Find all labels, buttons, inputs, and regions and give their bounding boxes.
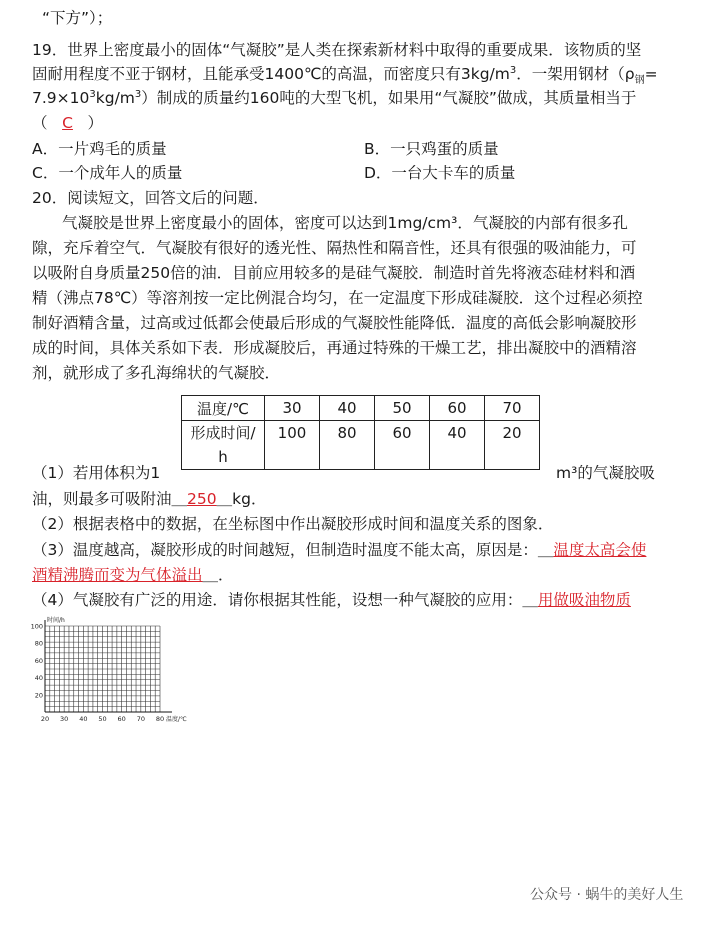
q19-option-a: A．一片鸡毛的质量 [32, 140, 167, 158]
table-cell: 30 [265, 396, 320, 421]
q20-passage-line: 隙，充斥着空气．气凝胶有很好的透光性、隔热性和隔音性，还具有很强的吸油能力，可 [32, 239, 637, 257]
table-cell: 50 [375, 396, 430, 421]
sub1-line2: 油，则最多可吸附油＿250＿kg． [32, 490, 267, 508]
table-cell: 80 [320, 421, 375, 470]
x-axis-label: 温度/℃ [166, 716, 187, 723]
table-cell: 60 [375, 421, 430, 470]
y-tick-label: 100 [30, 622, 43, 631]
table-header-temp: 温度/℃ [182, 396, 265, 421]
x-tick-label: 80 [155, 715, 165, 723]
q20-passage-line: 剂，就形成了多孔海绵状的气凝胶． [32, 364, 281, 382]
sub3-line2: 酒精沸腾而变为气体溢出＿． [32, 566, 234, 584]
y-tick-label: 60 [34, 656, 43, 665]
q20-intro: 20．阅读短文，回答文后的问题． [32, 189, 269, 207]
sub2-line: （2）根据表格中的数据，在坐标图中作出凝胶形成时间和温度关系的图象． [32, 515, 554, 533]
temperature-time-table [181, 395, 540, 470]
q19-option-d: D．一台大卡车的质量 [364, 164, 516, 182]
table-cell: 40 [430, 421, 485, 470]
x-tick-label: 20 [40, 715, 50, 723]
q19-option-b: B．一只鸡蛋的质量 [364, 140, 499, 158]
coordinate-grid-chart [28, 612, 228, 724]
sub1-answer: 250 [187, 490, 217, 508]
q20-passage-line: 以吸附自身质量250倍的油．目前应用较多的是硅气凝胶．制造时首先将液态硅材料和酒 [32, 264, 636, 282]
y-axis-label: 时间/h [47, 617, 65, 624]
q19-line1: 19．世界上密度最小的固体“气凝胶”是人类在探索新材料中取得的重要成果．该物质的坚 [32, 41, 642, 59]
q19-answer: C [62, 114, 73, 132]
sub3-answer-part1: 温度太高会使 [553, 541, 647, 559]
q19-option-c: C．一个成年人的质量 [32, 164, 183, 182]
q20-passage-line: 制好酒精含量，过高或过低都会使最后形成的气凝胶性能降低．温度的高低会影响凝胶形 [32, 314, 637, 332]
sub1-line1-right: m³的气凝胶吸 [556, 464, 655, 482]
q20-passage-line: 气凝胶是世界上密度最小的固体，密度可以达到1mg/cm³．气凝胶的内部有很多孔 [62, 214, 628, 232]
q19-answer-line: （ C ） [32, 114, 104, 132]
sub3-answer-part2: 酒精沸腾而变为气体溢出 [32, 566, 203, 584]
sub3-line1: （3）温度越高，凝胶形成的时间越短，但制造时温度不能太高，原因是：＿温度太高会使 [32, 541, 647, 559]
sub1-line1-left: （1）若用体积为1 [32, 464, 161, 482]
q19-line2: 固耐用程度不亚于钢材，且能承受1400℃的高温，而密度只有$3kg/m^3$．一架用钢材（$\rho_钢=$ [32, 64, 658, 87]
x-tick-label: 40 [79, 715, 88, 723]
table-cell: 70 [485, 396, 540, 421]
y-tick-label: 20 [34, 691, 43, 700]
table-cell: 40 [320, 396, 375, 421]
table-row [182, 421, 540, 470]
table-cell: 60 [430, 396, 485, 421]
top-fragment: “下方”）； [42, 9, 113, 27]
q20-passage-line: 成的时间，具体关系如下表．形成凝胶后，再通过特殊的干燥工艺，排出凝胶中的酒精溶 [32, 339, 637, 357]
table-cell: 20 [485, 421, 540, 470]
q20-passage-line: 精（沸点78℃）等溶剂按一定比例混合均匀，在一定温度下形成硅凝胶．这个过程必须控 [32, 289, 643, 307]
table-cell: 100 [265, 421, 320, 470]
x-tick-label: 50 [98, 715, 107, 723]
x-tick-label: 70 [136, 715, 145, 723]
y-tick-label: 40 [34, 674, 43, 683]
table-row [182, 396, 540, 421]
x-tick-label: 60 [117, 715, 126, 723]
watermark: 公众号 · 蜗牛的美好人生 [530, 887, 684, 903]
sub4-line: （4）气凝胶有广泛的用途．请你根据其性能，设想一种气凝胶的应用：＿用做吸油物质 [32, 591, 631, 609]
sub4-answer: 用做吸油物质 [537, 591, 631, 609]
y-tick-label: 80 [34, 639, 43, 648]
q19-line3: $7.9\times 10^3kg/m^3$）制成的质量约160吨的大型飞机，如果用“气凝胶”做成，其质量相当于 [32, 88, 637, 107]
table-header-time: 形成时间/ h [182, 421, 265, 470]
x-tick-label: 30 [60, 715, 69, 723]
